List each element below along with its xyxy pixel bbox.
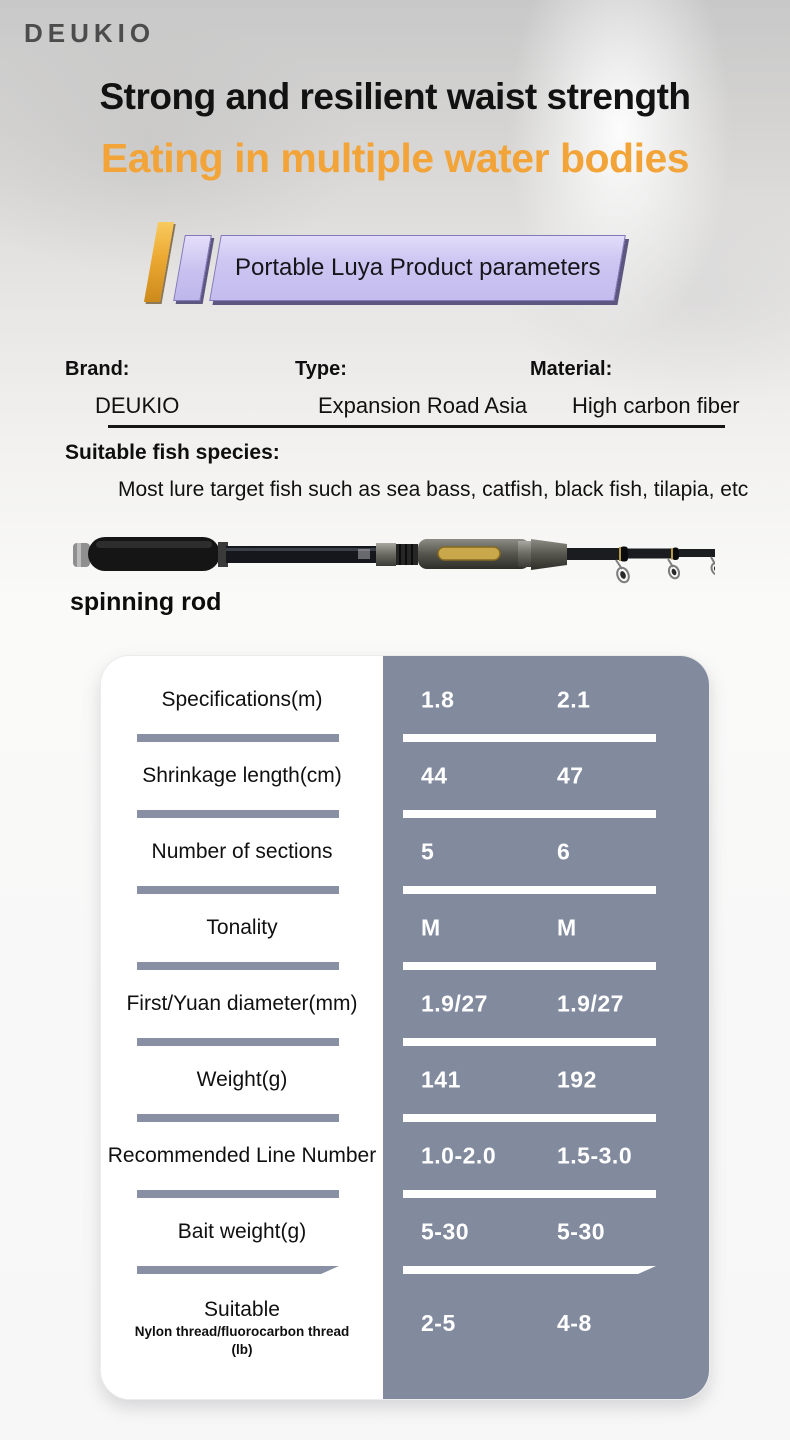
fish-species-label: Suitable fish species:	[65, 441, 280, 464]
headline: Strong and resilient waist strength	[99, 76, 691, 117]
material-label: Material:	[530, 358, 613, 380]
subheadline: Eating in multiple water bodies	[100, 135, 690, 181]
spec-values-row	[383, 818, 709, 886]
spec-value-size1: 1.0-2.0	[421, 1142, 497, 1169]
spec-value-size2: 1.5-3.0	[557, 1142, 633, 1169]
type-label: Type:	[295, 358, 347, 380]
fish-species-value: Most lure target fish such as sea bass, catfish, black fish, tilapia, etc	[118, 478, 749, 501]
spec-value-size1: 141	[421, 1066, 461, 1093]
spec-label: Bait weight(g)	[177, 1220, 307, 1243]
row-divider	[403, 1038, 656, 1046]
spec-values-row	[383, 1274, 709, 1400]
brand-logo: DEUKIO	[24, 18, 156, 48]
spec-values-row	[383, 894, 709, 962]
spec-values-row	[383, 666, 709, 734]
spec-label: Suitable	[204, 1298, 280, 1321]
spec-values-panel	[383, 656, 709, 1399]
spec-label: First/Yuan diameter(mm)	[126, 992, 358, 1015]
spec-value-size2: 4-8	[557, 1310, 592, 1336]
row-divider	[403, 1114, 656, 1122]
spec-value-size1: 1.8	[421, 686, 455, 713]
spec-label: Number of sections	[151, 840, 333, 863]
rod-image	[70, 522, 715, 592]
row-divider	[137, 734, 339, 742]
spec-value-size1: 44	[421, 762, 448, 789]
spec-value-size2: 1.9/27	[557, 990, 624, 1017]
banner-purple-accent	[173, 235, 212, 301]
section-banner	[143, 222, 643, 302]
spec-label-column	[101, 656, 383, 1399]
row-divider	[403, 886, 656, 894]
spec-value-size2: 47	[557, 762, 584, 789]
row-divider	[403, 1190, 656, 1198]
spec-value-size1: 1.9/27	[421, 990, 488, 1017]
spec-values-row	[383, 1198, 709, 1266]
spec-label-cell	[101, 1122, 383, 1190]
spec-table	[100, 655, 710, 1400]
spec-value-size2: M	[557, 914, 577, 941]
spec-label: Recommended Line Number	[107, 1144, 377, 1167]
divider-line	[108, 425, 725, 428]
rod-caption: spinning rod	[70, 588, 222, 616]
spec-value-size1: 5	[421, 838, 435, 865]
row-divider	[137, 1190, 339, 1198]
spec-value-size2: 5-30	[557, 1218, 606, 1245]
spec-label-cell	[101, 1274, 383, 1400]
spec-label-cell	[101, 818, 383, 886]
spec-label-cell	[101, 1046, 383, 1114]
row-divider	[137, 1038, 339, 1046]
spec-label: Tonality	[206, 916, 278, 939]
spec-value-size1: 2-5	[421, 1310, 456, 1336]
type-value: Expansion Road Asia	[318, 393, 528, 418]
row-divider	[403, 962, 656, 970]
spec-values-row	[383, 742, 709, 810]
banner-ribbon	[209, 235, 626, 301]
brand-label: Brand:	[65, 358, 130, 380]
spec-value-size2: 192	[557, 1066, 597, 1093]
row-divider	[137, 1114, 339, 1122]
material-value: High carbon fiber	[572, 393, 740, 418]
spec-sublabel-unit: (lb)	[231, 1342, 253, 1358]
spec-label: Weight(g)	[196, 1068, 288, 1091]
spec-values-row	[383, 970, 709, 1038]
spec-label-cell	[101, 666, 383, 734]
spec-value-size1: 5-30	[421, 1218, 470, 1245]
spec-value-size1: M	[421, 914, 441, 941]
brand-value: DEUKIO	[95, 393, 180, 418]
row-divider	[137, 1266, 339, 1274]
banner-label: Portable Luya Product parameters	[234, 254, 601, 281]
spec-label: Shrinkage length(cm)	[142, 764, 342, 787]
row-divider	[137, 886, 339, 894]
row-divider	[137, 962, 339, 970]
spec-sublabel: Nylon thread/fluorocarbon thread	[134, 1324, 350, 1339]
row-divider	[137, 810, 339, 818]
banner-gold-accent	[144, 222, 174, 302]
spec-label-cell	[101, 970, 383, 1038]
spec-label: Specifications(m)	[161, 688, 323, 711]
spec-value-size2: 6	[557, 838, 571, 865]
spec-values-row	[383, 1046, 709, 1114]
spec-label-cell	[101, 894, 383, 962]
row-divider	[403, 734, 656, 742]
row-divider	[403, 810, 656, 818]
spec-values-row	[383, 1122, 709, 1190]
spec-label-cell	[101, 742, 383, 810]
row-divider	[403, 1266, 656, 1274]
spec-label-cell	[101, 1198, 383, 1266]
spec-value-size2: 2.1	[557, 686, 591, 713]
